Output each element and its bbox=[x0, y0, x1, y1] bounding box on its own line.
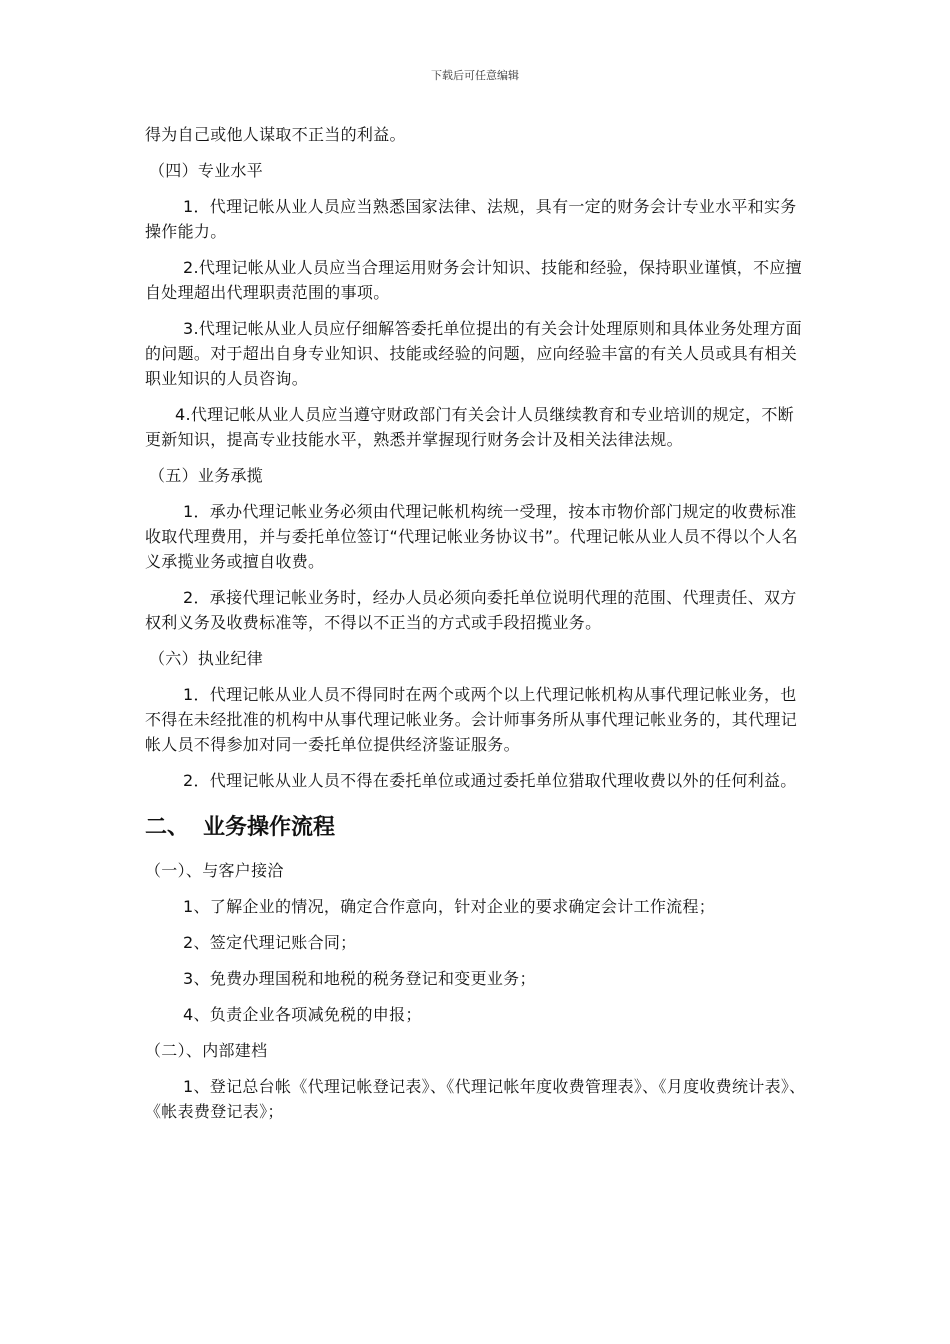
section-heading-6: （六）执业纪律 bbox=[149, 649, 264, 668]
section-heading-4: （四）专业水平 bbox=[149, 161, 264, 180]
paragraph-5-2: 2．承接代理记帐业务时，经办人员必须向委托单位说明代理的范围、代理责任、双方权利义务及收费标准等，不得以不正当的方式或手段招揽业务。 bbox=[145, 588, 797, 632]
paragraph-5-1: 1．承办代理记帐业务必须由代理记帐机构统一受理，按本市物价部门规定的收费标准收取代理费用，并与委托单位签订“代理记帐业务协议书”。代理记帐从业人员不得以个人名义承揽业务或擅自收费。 bbox=[145, 502, 798, 571]
chapter-title: 业务操作流程 bbox=[203, 815, 336, 840]
paragraph-6-1: 1．代理记帐从业人员不得同时在两个或两个以上代理记帐机构从事代理记帐业务，也不得在未经批准的机构中从事代理记帐业务。会计师事务所从事代理记帐业务的，其代理记帐人员不得参加对同一委托单位提供经济鉴证服务。 bbox=[145, 685, 798, 754]
page-header-note: 下载后可任意编辑 bbox=[431, 69, 519, 82]
list-item-1-4: 4、负责企业各项减免税的申报； bbox=[183, 1005, 422, 1024]
paragraph-4-1: 1．代理记帐从业人员应当熟悉国家法律、法规，具有一定的财务会计专业水平和实务操作能力。 bbox=[145, 197, 797, 241]
chapter-heading bbox=[145, 813, 807, 843]
paragraph-6-2: 2．代理记帐从业人员不得在委托单位或通过委托单位猎取代理收费以外的任何利益。 bbox=[183, 771, 797, 790]
chapter-number: 二、 bbox=[145, 815, 190, 840]
section-heading-5: （五）业务承揽 bbox=[149, 466, 264, 485]
paragraph-4-3: 3.代理记帐从业人员应仔细解答委托单位提出的有关会计处理原则和具体业务处理方面的问题。对于超出自身专业知识、技能或经验的问题，应向经验丰富的有关人员或具有相关职业知识的人员咨询。 bbox=[145, 319, 802, 388]
paragraph-continuation: 得为自己或他人谋取不正当的利益。 bbox=[145, 125, 406, 144]
list-item-1-1: 1、了解企业的情况，确定合作意向，针对企业的要求确定会计工作流程； bbox=[183, 897, 716, 916]
list-item-1-2: 2、签定代理记账合同； bbox=[183, 933, 357, 952]
paragraph-4-2: 2.代理记帐从业人员应当合理运用财务会计知识、技能和经验，保持职业谨慎，不应擅自处理超出代理职责范围的事项。 bbox=[145, 258, 802, 302]
document-body bbox=[145, 122, 807, 1124]
paragraph-4-4: 4.代理记帐从业人员应当遵守财政部门有关会计人员继续教育和专业培训的规定，不断更新知识，提高专业技能水平，熟悉并掌握现行财务会计及相关法律法规。 bbox=[145, 405, 794, 449]
list-item-2-1: 1、登记总台帐《代理记帐登记表》、《代理记帐年度收费管理表》、《月度收费统计表》、《帐表费登记表》； bbox=[145, 1077, 806, 1121]
subsection-heading-2: （二）、内部建档 bbox=[145, 1041, 268, 1060]
list-item-1-3: 3、免费办理国税和地税的税务登记和变更业务； bbox=[183, 969, 536, 988]
subsection-heading-1: （一）、与客户接洽 bbox=[145, 861, 284, 880]
